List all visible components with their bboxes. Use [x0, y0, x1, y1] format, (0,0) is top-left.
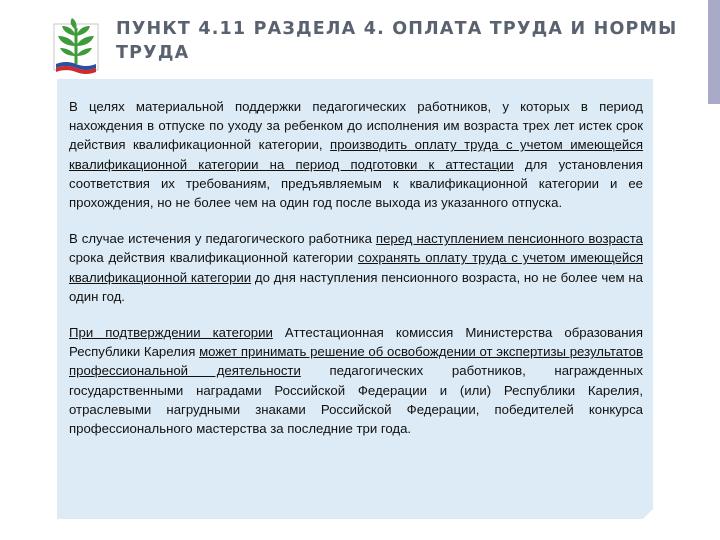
page-curl-corner-icon	[643, 509, 653, 519]
paragraph-text-underlined: перед наступлением пенсионного возраста	[375, 231, 643, 247]
paragraph-text-underlined: может принимать решение об освобождении от экспертизы результатов профессиональной деятельности	[69, 344, 643, 379]
paragraph-text-underlined: сохранять оплату труда с учетом имеющейся квалификационной категории	[69, 250, 643, 285]
content-box	[57, 79, 653, 519]
slide-accent-bar	[708, 0, 720, 104]
paragraph-text: В случае истечения у педагогического работника	[69, 231, 376, 247]
paragraph-3	[69, 323, 643, 438]
paragraph-text: срока действия квалификационной категории	[69, 250, 358, 266]
slide-title: ПУНКТ 4.11 РАЗДЕЛА 4. ОПЛАТА ТРУДА И НОРМЫ ТРУДА	[116, 19, 678, 63]
paragraph-text: педагогических работников, награжденных государственными наградами Российской Федерации и (или) Республики Карелия, отраслевыми нагрудными знаками Российской Федерации, победителей конкурса профессионального мастерства за последние три года.	[69, 363, 643, 437]
paragraph-text: до дня наступления пенсионного возраста, но не более чем на один год.	[69, 269, 643, 304]
paragraph-1	[69, 97, 643, 212]
paragraph-text: Аттестационная комиссия Министерства образования Республики Карелия	[69, 325, 643, 360]
paragraph-text: для установления соответствия их требованиям, предъявляемым к квалификационной категории и ее прохождения, но не более чем на один год после выхода из указанного отпуска.	[69, 156, 643, 211]
trade-union-sprout-logo-icon	[50, 14, 102, 80]
paragraph-text: В целях материальной поддержки педагогических работников, у которых в период нахождения в отпуске по уходу за ребенком до исполнения им возраста трех лет истек срок действия квалификационной категории,	[69, 99, 643, 153]
paragraph-text-underlined: производить оплату труда с учетом имеющейся квалификационной категории на период подготовки к аттестации	[69, 137, 643, 172]
paragraph-text-underlined: При подтверждении категории	[69, 325, 273, 341]
paragraph-2	[69, 229, 643, 306]
